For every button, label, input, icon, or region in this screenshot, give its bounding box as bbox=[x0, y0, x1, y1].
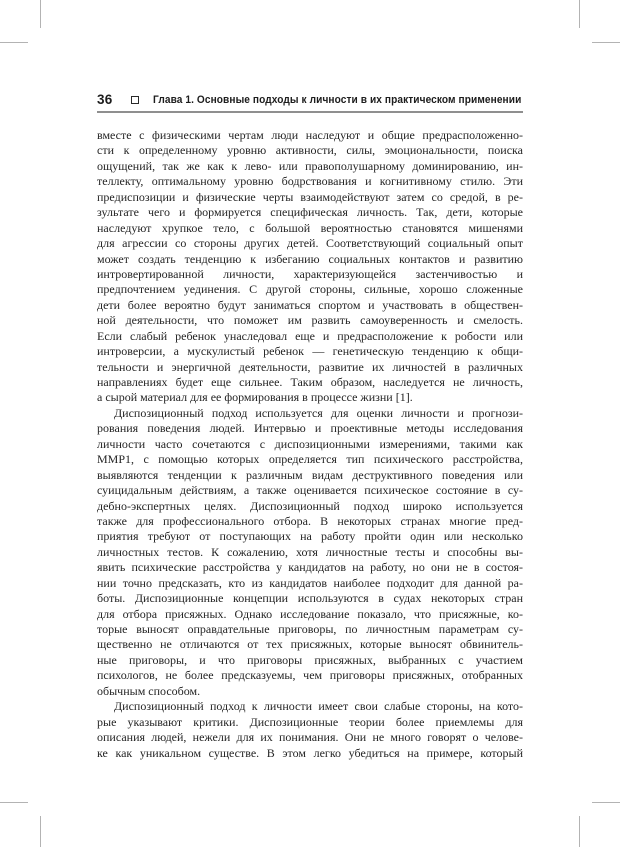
text-line: для агрессии со стороны других детей. Соответствующий социальный опыт bbox=[97, 236, 523, 251]
text-line: направлениях будет еще сильнее. Таким образом, наследуется не личность, bbox=[97, 375, 523, 389]
crop-mark-top-left-vertical bbox=[40, 0, 41, 28]
text-line: наследуют хрупкое тело, с большой вероятностью становятся мишенями bbox=[97, 220, 523, 235]
text-line: ной деятельности, что поможет им развить самоуверенность и смелость. bbox=[97, 313, 523, 328]
text-line: зультате чего и формируется специфическая личность. Так, дети, которые bbox=[97, 205, 523, 220]
text-line: Диспозиционный подход к личности имеет свои слабые стороны, на кото- bbox=[114, 699, 523, 714]
text-line: теллекту, оптимальному уровню бодрствования и когнитивному стилю. Эти bbox=[97, 174, 523, 189]
text-line: может создать тенденцию к избеганию социальных контактов и развитию bbox=[97, 251, 523, 266]
text-line: ММР1, с помощью которых определяется тип психического расстройства, bbox=[97, 452, 523, 467]
crop-mark-bottom-right-horizontal bbox=[592, 802, 620, 803]
chapter-title: Глава 1. Основные подходы к личности в их практическом применении bbox=[153, 93, 522, 106]
running-head bbox=[97, 92, 523, 108]
text-line: личностных тестов. К сожалению, хотя личностные тесты и способны вы- bbox=[97, 544, 523, 559]
crop-mark-top-left-horizontal bbox=[0, 42, 28, 43]
text-line: щественно не отличаются от тех присяжных, которые выносят обвинитель- bbox=[97, 637, 523, 652]
text-line: боты. Диспозиционные концепции используются в судах некоторых стран bbox=[97, 591, 523, 606]
text-line: предиспозиции и физические черты взаимодействуют затем со средой, в ре- bbox=[97, 189, 523, 204]
text-line: суицидальным действиям, а также оценивается психическое состояние в су- bbox=[97, 483, 523, 498]
header-rule bbox=[97, 111, 523, 113]
text-line: дети более вероятно будут заниматься спортом и участвовать в обществен- bbox=[97, 297, 523, 312]
text-line: выявляются тенденции к различным видам деструктивного поведения или bbox=[97, 467, 523, 482]
text-line: приятия требуют от поступающих на работу пройти один или несколько bbox=[97, 529, 523, 544]
open-square-icon bbox=[131, 96, 139, 104]
crop-mark-bottom-left-vertical bbox=[40, 816, 41, 847]
text-line: ощущений, так же как к лево- или правополушарному доминированию, ин- bbox=[97, 158, 523, 173]
text-line: интровертированной личности, характеризующейся застенчивостью и bbox=[97, 266, 523, 281]
text-line: для отбора присяжных. Однако исследование показало, что присяжные, ко- bbox=[97, 606, 523, 621]
text-line: а сырой материал для ее формирования в процессе жизни [1]. bbox=[97, 390, 413, 405]
crop-mark-top-right-horizontal bbox=[592, 42, 620, 43]
text-line: ке как уникальном существе. В этом легко убедиться на примере, который bbox=[97, 745, 523, 760]
text-line: сти к определенному уровню активности, силы, эмоциональности, поиска bbox=[97, 143, 523, 158]
text-line: дебно-экспертных целях. Диспозиционный подход широко используется bbox=[97, 498, 523, 513]
text-line: предпочтением уединения. С другой стороны, сильные, хорошо сложенные bbox=[97, 282, 523, 297]
crop-mark-bottom-left-horizontal bbox=[0, 802, 28, 803]
text-line: интроверсии, а мускулистый ребенок — генетическую тенденцию к общи- bbox=[97, 344, 523, 359]
crop-mark-bottom-right-vertical bbox=[579, 816, 580, 847]
text-line: описания людей, нежели для их понимания. Они не много говорят о челове- bbox=[97, 730, 523, 745]
text-line: явить психические расстройства у кандидатов на работу, но они не в состоя- bbox=[97, 560, 523, 575]
page-number: 36 bbox=[97, 92, 113, 107]
text-line: нии точно предсказать, кто из кандидатов наиболее подходит для данной ра- bbox=[97, 575, 523, 590]
text-line: вместе с физическими чертам люди наследуют и общие предрасположенно- bbox=[97, 128, 523, 142]
body-text bbox=[97, 128, 523, 761]
text-line: Если слабый ребенок унаследовал еще и предрасположение к робости или bbox=[97, 328, 523, 343]
text-line: также для профессионального отбора. В некоторых странах многие пред- bbox=[97, 513, 523, 528]
text-line: Диспозиционный подход используется для оценки личности и прогнози- bbox=[114, 405, 523, 420]
text-line: личности часто сочетаются с диспозиционными измерениями, такими как bbox=[97, 436, 523, 451]
text-line: психологов, не более предсказуемы, чем приговоры присяжных, отобранных bbox=[97, 668, 523, 683]
crop-mark-top-right-vertical bbox=[579, 0, 580, 28]
text-line: обычным способом. bbox=[97, 683, 201, 698]
text-line: тельности и энергичной деятельности, развитие их личностей в различных bbox=[97, 359, 523, 374]
text-line: ные приговоры, и что приговоры присяжных, выбранных с участием bbox=[97, 652, 523, 667]
text-line: рования поведения людей. Интервью и проективные методы исследования bbox=[97, 421, 523, 436]
text-line: рые указывают критики. Диспозиционные теории более приемлемы для bbox=[97, 714, 523, 729]
text-line: торые выносят оправдательные приговоры, по личностным параметрам су- bbox=[97, 622, 523, 636]
